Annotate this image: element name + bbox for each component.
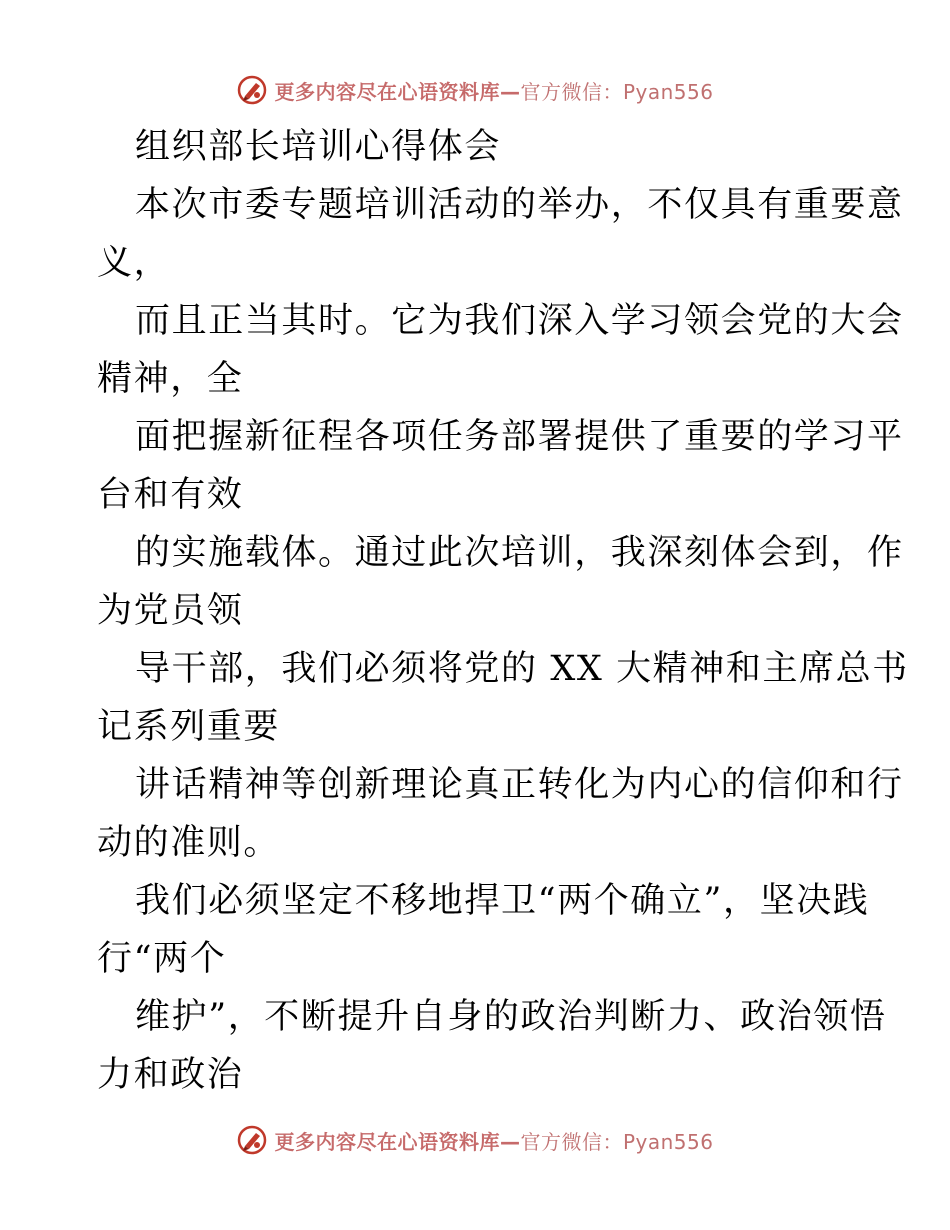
document-title: 组织部长培训心得体会 bbox=[135, 127, 502, 167]
paragraph-line: 为党员领 bbox=[97, 591, 244, 631]
paragraph-line: 而且正当其时。它为我们深入学习领会党的大会 bbox=[135, 301, 904, 341]
document-body bbox=[97, 118, 909, 1104]
paragraph-line: 行“两个 bbox=[97, 939, 227, 979]
paragraph-line: 台和有效 bbox=[97, 475, 244, 515]
paragraph-line: 面把握新征程各项任务部署提供了重要的学习平 bbox=[135, 417, 904, 457]
paragraph-line: 维护”，不断提升自身的政治判断力、政治领悟 bbox=[135, 997, 887, 1037]
paragraph-line: 精神，全 bbox=[97, 359, 244, 399]
paragraph-line: 讲话精神等创新理论真正转化为内心的信仰和行 bbox=[135, 765, 904, 805]
paragraph-line: 记系列重要 bbox=[97, 707, 281, 747]
banner-text: 更多内容尽在心语资料库—官方微信：Pyan556 bbox=[274, 1129, 714, 1154]
paragraph-line: 的实施载体。通过此次培训，我深刻体会到，作 bbox=[135, 533, 904, 573]
paragraph-line: 力和政治 bbox=[97, 1055, 244, 1095]
banner-text: 更多内容尽在心语资料库—官方微信：Pyan556 bbox=[274, 79, 714, 104]
paragraph-line: 动的准则。 bbox=[97, 823, 281, 863]
paragraph-line: 导干部，我们必须将党的 XX 大精神和主席总书 bbox=[135, 649, 909, 689]
pen-nib-logo-icon bbox=[236, 1124, 268, 1156]
header-banner bbox=[0, 70, 950, 110]
paragraph-line: 本次市委专题培训活动的举办，不仅具有重要意 bbox=[135, 185, 904, 225]
paragraph-line: 我们必须坚定不移地捍卫“两个确立”，坚决践 bbox=[135, 881, 870, 921]
paragraph-line: 义， bbox=[97, 243, 171, 283]
pen-nib-logo-icon bbox=[236, 74, 268, 106]
footer-banner bbox=[0, 1120, 950, 1160]
